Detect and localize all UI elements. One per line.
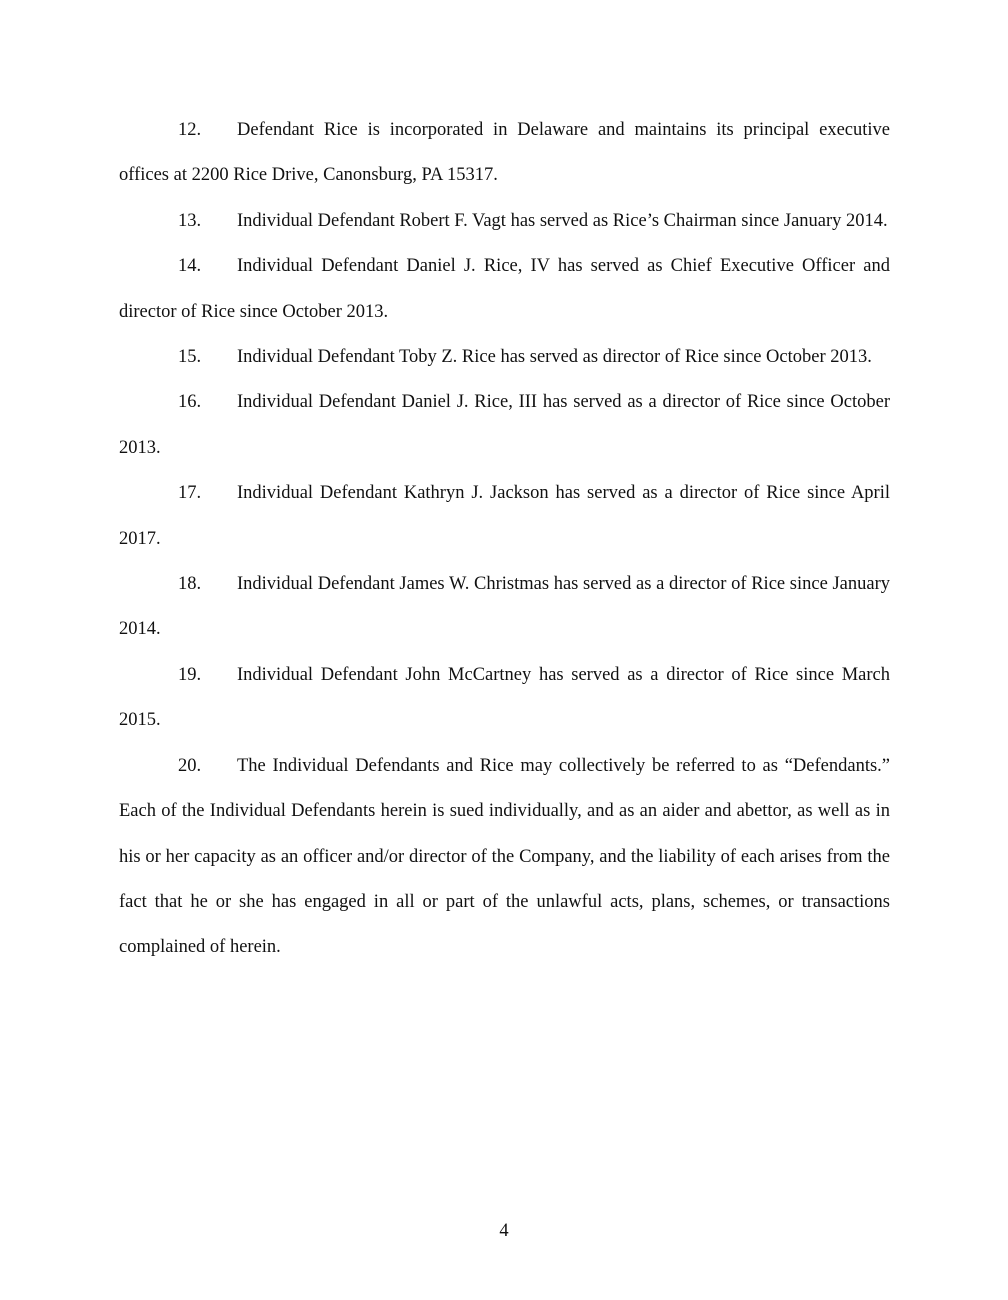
paragraph-number: 15. [178,347,202,368]
paragraph-text: Individual Defendant Toby Z. Rice has served as director of Rice since October 2013. [237,347,872,368]
paragraph-number: 18. [178,574,202,595]
paragraph-number: 14. [178,256,202,277]
paragraph-17 [119,471,890,562]
paragraph-15 [119,335,890,380]
paragraph-number: 17. [178,483,202,504]
paragraph-text: Individual Defendant Daniel J. Rice, III has served as a director of Rice since October 2013. [119,392,890,458]
paragraph-18 [119,562,890,653]
paragraph-number: 20. [178,755,202,776]
page-number: 4 [499,1221,509,1241]
body-text [119,108,890,971]
paragraph-19 [119,653,890,744]
paragraph-text: Individual Defendant Kathryn J. Jackson has served as a director of Rice since April 2017. [119,483,890,549]
paragraph-14 [119,244,890,335]
paragraph-number: 19. [178,664,202,685]
paragraph-13 [119,199,890,244]
paragraph-text: Individual Defendant Robert F. Vagt has served as Rice’s Chairman since January 2014. [237,210,888,231]
paragraph-12 [119,108,890,199]
paragraph-20 [119,744,890,971]
paragraph-text: Individual Defendant James W. Christmas has served as a director of Rice since January 2014. [119,574,890,640]
paragraph-number: 16. [178,392,202,413]
paragraph-text: Individual Defendant John McCartney has served as a director of Rice since March 2015. [119,664,890,731]
paragraph-number: 12. [178,120,202,140]
paragraph-16 [119,380,890,471]
paragraph-text: Individual Defendant Daniel J. Rice, IV has served as Chief Executive Officer and director of Rice since October 2013. [119,256,890,322]
paragraph-number: 13. [178,210,202,231]
paragraph-text: Defendant Rice is incorporated in Delaware and maintains its principal executive offices at 2200 Rice Drive, Canonsburg, PA 15317. [119,120,890,186]
paragraph-text: The Individual Defendants and Rice may collectively be referred to as “Defendants.” Each of the Individual Defendants herein is sued individually, and as an aider and abettor, as well as in his or her capacity as an officer and/or director of the Company, and the liability of each arises from the fact that he or she has engaged in all or part of the unlawful acts, plans, schemes, or transactions complained of herein. [119,755,890,958]
